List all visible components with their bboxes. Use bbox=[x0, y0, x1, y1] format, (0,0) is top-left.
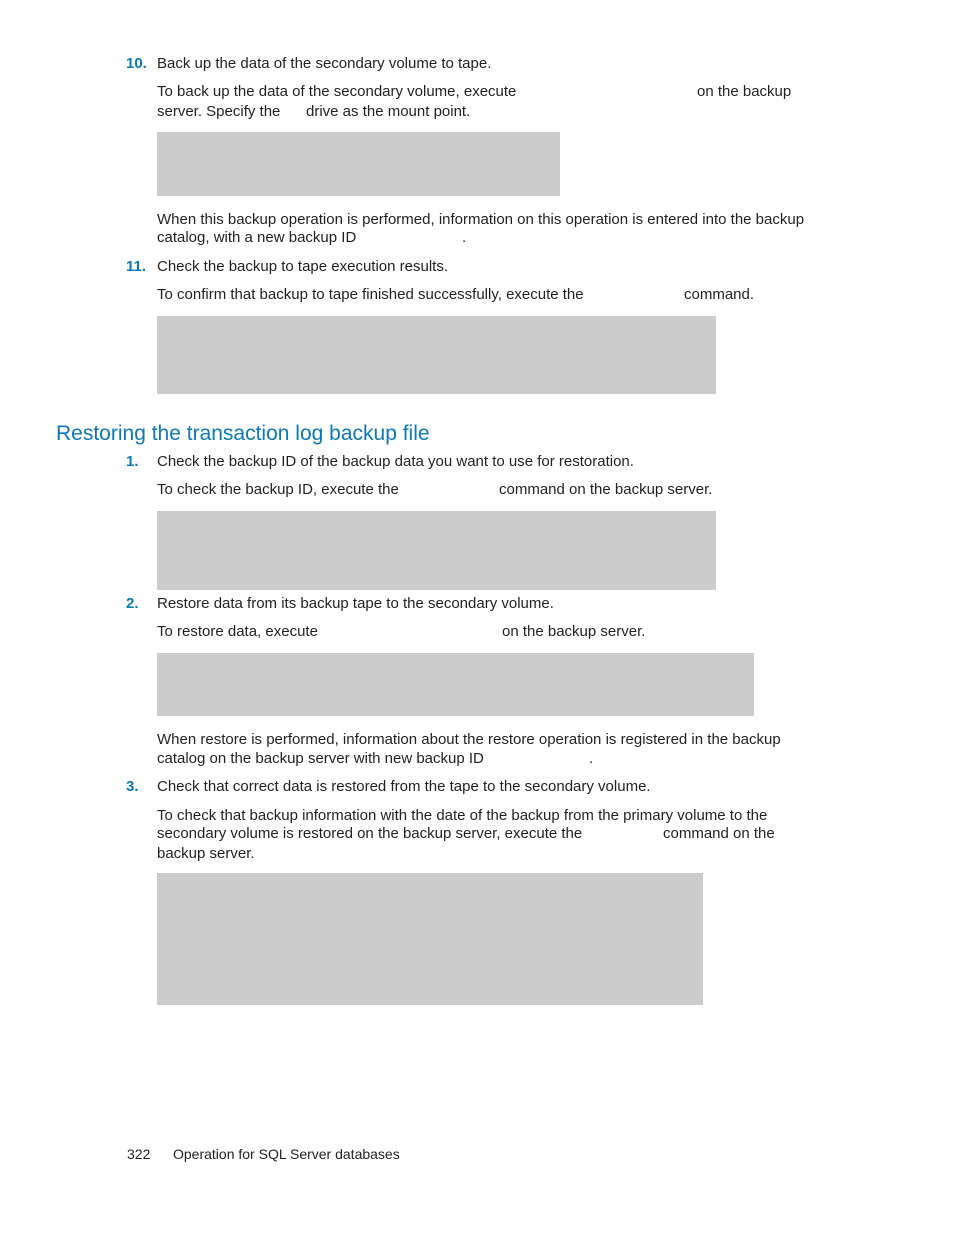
paragraph-text: . bbox=[589, 750, 594, 767]
paragraph-text: backup server. bbox=[157, 845, 255, 862]
step-number: 10. bbox=[126, 55, 147, 72]
paragraph-text: catalog on the backup server with new backup ID bbox=[157, 750, 484, 767]
paragraph-text: When restore is performed, information about the restore operation is registered in the backup bbox=[157, 731, 781, 748]
code-block bbox=[157, 653, 754, 716]
page-number: 322 bbox=[127, 1146, 151, 1162]
section-heading: Restoring the transaction log backup file bbox=[56, 422, 430, 445]
paragraph-text: secondary volume is restored on the backup server, execute the bbox=[157, 825, 583, 842]
step-number: 2. bbox=[126, 595, 139, 612]
paragraph-text: command on the bbox=[663, 825, 775, 842]
paragraph-text: server. Specify the bbox=[157, 103, 281, 120]
code-block bbox=[157, 511, 716, 590]
step-number: 11. bbox=[126, 258, 147, 275]
step-title: Check that correct data is restored from the tape to the secondary volume. bbox=[157, 778, 651, 795]
paragraph-text: command on the backup server. bbox=[499, 481, 713, 498]
footer-section-title: Operation for SQL Server databases bbox=[173, 1146, 400, 1162]
paragraph-text: on the backup server. bbox=[502, 623, 646, 640]
paragraph-text: To check that backup information with the date of the backup from the primary volume to the bbox=[157, 807, 768, 824]
step-title: Check the backup ID of the backup data you want to use for restoration. bbox=[157, 453, 634, 470]
paragraph-text: . bbox=[462, 229, 467, 246]
paragraph-text: When this backup operation is performed, information on this operation is entered into the backup bbox=[157, 211, 805, 228]
code-block bbox=[157, 873, 703, 1005]
paragraph-text: To back up the data of the secondary volume, execute bbox=[157, 83, 517, 100]
paragraph-text: command. bbox=[684, 286, 755, 303]
code-block bbox=[157, 132, 560, 196]
paragraph-text: To confirm that backup to tape finished successfully, execute the bbox=[157, 286, 584, 303]
step-number: 3. bbox=[126, 778, 139, 795]
step-title: Restore data from its backup tape to the secondary volume. bbox=[157, 595, 554, 612]
step-title: Check the backup to tape execution results. bbox=[157, 258, 449, 275]
code-block bbox=[157, 316, 716, 394]
paragraph-text: drive as the mount point. bbox=[306, 103, 471, 120]
paragraph-text: To restore data, execute bbox=[157, 623, 318, 640]
paragraph-text: on the backup bbox=[697, 83, 792, 100]
paragraph-text: catalog, with a new backup ID bbox=[157, 229, 357, 246]
step-number: 1. bbox=[126, 453, 139, 470]
step-title: Back up the data of the secondary volume to tape. bbox=[157, 55, 492, 72]
paragraph-text: To check the backup ID, execute the bbox=[157, 481, 399, 498]
